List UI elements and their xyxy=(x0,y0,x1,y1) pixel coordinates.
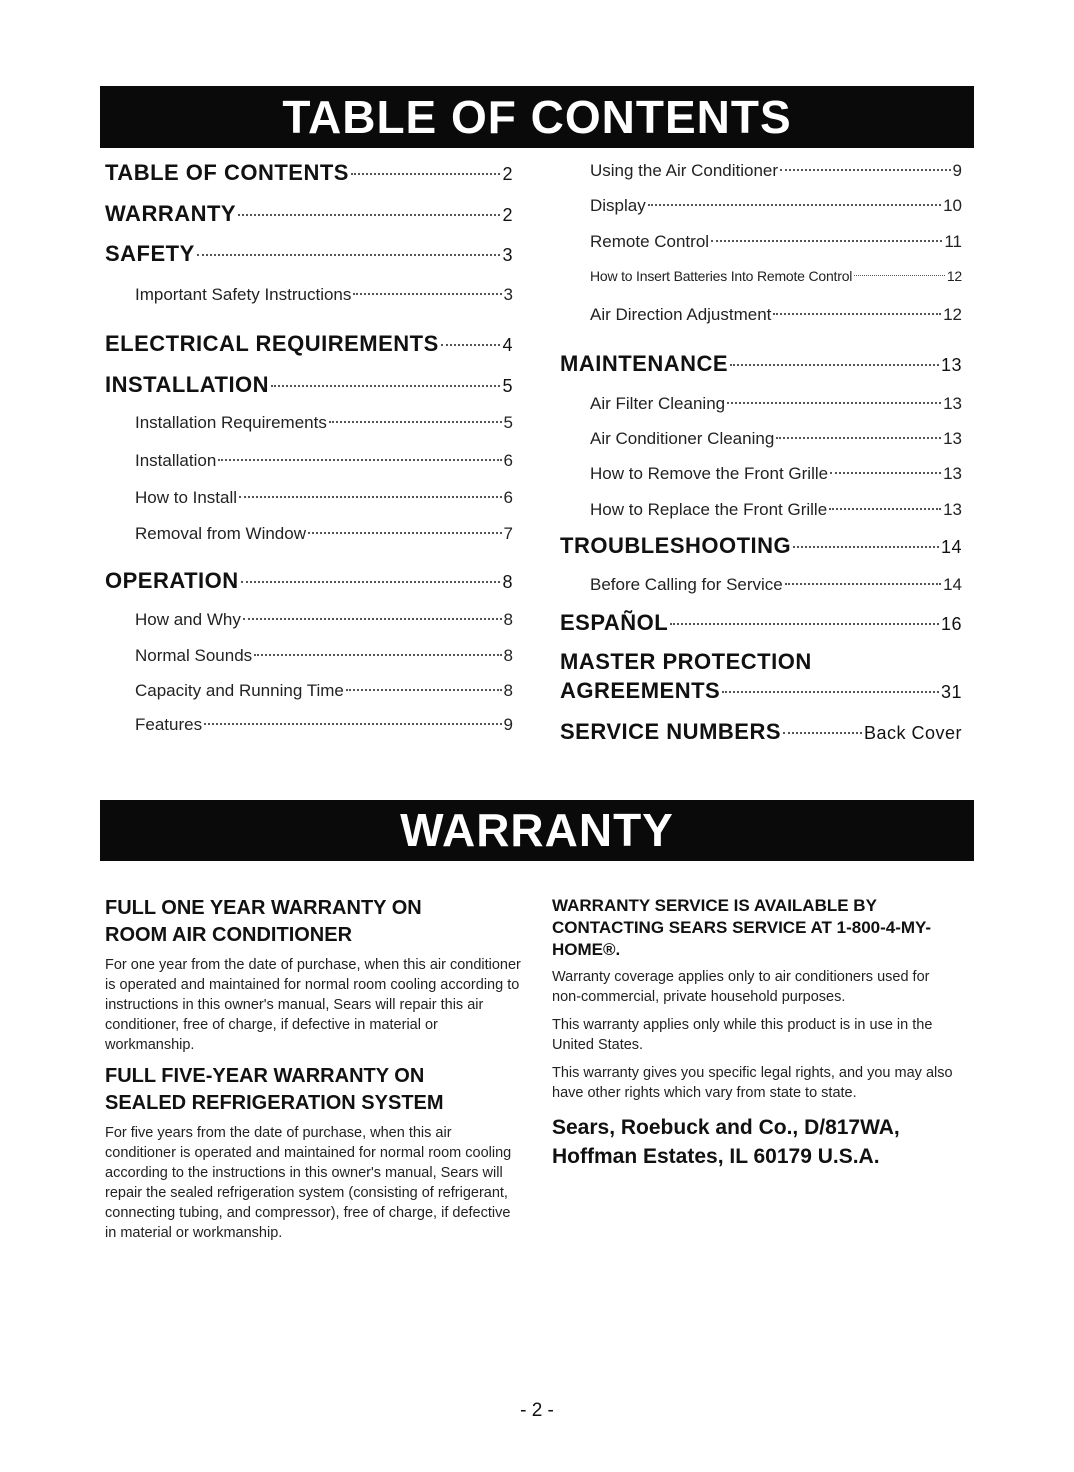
toc-entry[interactable]: ELECTRICAL REQUIREMENTS 4 xyxy=(105,331,513,356)
toc-entry[interactable]: How to Install 6 xyxy=(135,488,513,507)
sears-address: Sears, Roebuck and Co., D/817WA, Hoffman Estates, IL 60179 U.S.A. xyxy=(552,1116,900,1168)
warranty-paragraph: This warranty gives you specific legal rights, and you may also have other rights which vary from state to state. xyxy=(552,1065,953,1101)
warranty-service-heading: WARRANTY SERVICE IS AVAILABLE BY CONTACTING SEARS SERVICE AT 1-800-4-MY-HOME®. xyxy=(552,896,932,959)
toc-entry[interactable]: Capacity and Running Time 8 xyxy=(135,681,513,700)
toc-entry[interactable]: Removal from Window 7 xyxy=(135,524,513,543)
toc-entry[interactable]: How to Insert Batteries Into Remote Control 12 xyxy=(590,268,962,284)
toc-entry[interactable]: MASTER PROTECTION xyxy=(560,649,812,674)
toc-entry[interactable]: Air Conditioner Cleaning 13 xyxy=(590,429,962,448)
warranty-left-column xyxy=(105,895,525,1251)
toc-entry[interactable]: Using the Air Conditioner 9 xyxy=(590,161,962,180)
toc-entry[interactable]: Air Filter Cleaning 13 xyxy=(590,394,962,413)
toc-entry[interactable]: INSTALLATION 5 xyxy=(105,372,513,397)
warranty-paragraph: This warranty applies only while this product is in use in the United States. xyxy=(552,1017,933,1053)
page-number: - 2 - xyxy=(520,1400,554,1421)
toc-entry[interactable]: Air Direction Adjustment 12 xyxy=(590,305,962,324)
toc-entry[interactable]: Important Safety Instructions 3 xyxy=(135,285,513,304)
toc-banner: TABLE OF CONTENTS xyxy=(100,86,974,148)
toc-entry[interactable]: How to Remove the Front Grille 13 xyxy=(590,464,962,483)
warranty-right-column xyxy=(552,895,962,1171)
toc-entry[interactable]: MAINTENANCE 13 xyxy=(560,351,962,376)
toc-entry[interactable]: TROUBLESHOOTING 14 xyxy=(560,533,962,558)
toc-entry[interactable]: TABLE OF CONTENTS 2 xyxy=(105,160,513,185)
toc-entry[interactable]: Remote Control 11 xyxy=(590,232,962,251)
warranty-heading: FULL FIVE-YEAR WARRANTY ON SEALED REFRIGERATION SYSTEM xyxy=(105,1065,444,1114)
toc-entry[interactable]: Installation 6 xyxy=(135,451,513,470)
toc-entry[interactable]: SAFETY 3 xyxy=(105,241,513,266)
toc-entry[interactable]: How and Why 8 xyxy=(135,610,513,629)
toc-entry[interactable]: Features 9 xyxy=(135,715,513,734)
toc-entry[interactable]: AGREEMENTS 31 xyxy=(560,678,962,703)
toc-entry[interactable]: Before Calling for Service 14 xyxy=(590,575,962,594)
toc-entry[interactable]: WARRANTY 2 xyxy=(105,201,513,226)
warranty-paragraph: For one year from the date of purchase, when this air conditioner is operated and maintained for normal room cooling according to instructions in this owner's manual, Sears will repair this air conditioner, free of charge, if defective in material or workmanship. xyxy=(105,957,521,1053)
toc-entry[interactable]: SERVICE NUMBERS Back Cover xyxy=(560,719,962,744)
warranty-paragraph: Warranty coverage applies only to air conditioners used for non-commercial, private household purposes. xyxy=(552,969,930,1005)
toc-entry[interactable]: ESPAÑOL 16 xyxy=(560,610,962,635)
toc-entry[interactable]: How to Replace the Front Grille 13 xyxy=(590,500,962,519)
warranty-heading: FULL ONE YEAR WARRANTY ON ROOM AIR CONDITIONER xyxy=(105,897,422,946)
warranty-paragraph: For five years from the date of purchase, when this air conditioner is operated and maintained for normal room cooling according to the instructions in this owner's manual, Sears will repair the sealed refrigeration system (consisting of refrigerant, connecting tubing, and compressor), free of charge, if defective in material or workmanship. xyxy=(105,1125,512,1241)
toc-entry[interactable]: Installation Requirements 5 xyxy=(135,413,513,432)
toc-entry[interactable]: Normal Sounds 8 xyxy=(135,646,513,665)
warranty-banner: WARRANTY xyxy=(100,800,974,861)
toc-entry[interactable]: Display 10 xyxy=(590,196,962,215)
toc-entry[interactable]: OPERATION 8 xyxy=(105,568,513,593)
